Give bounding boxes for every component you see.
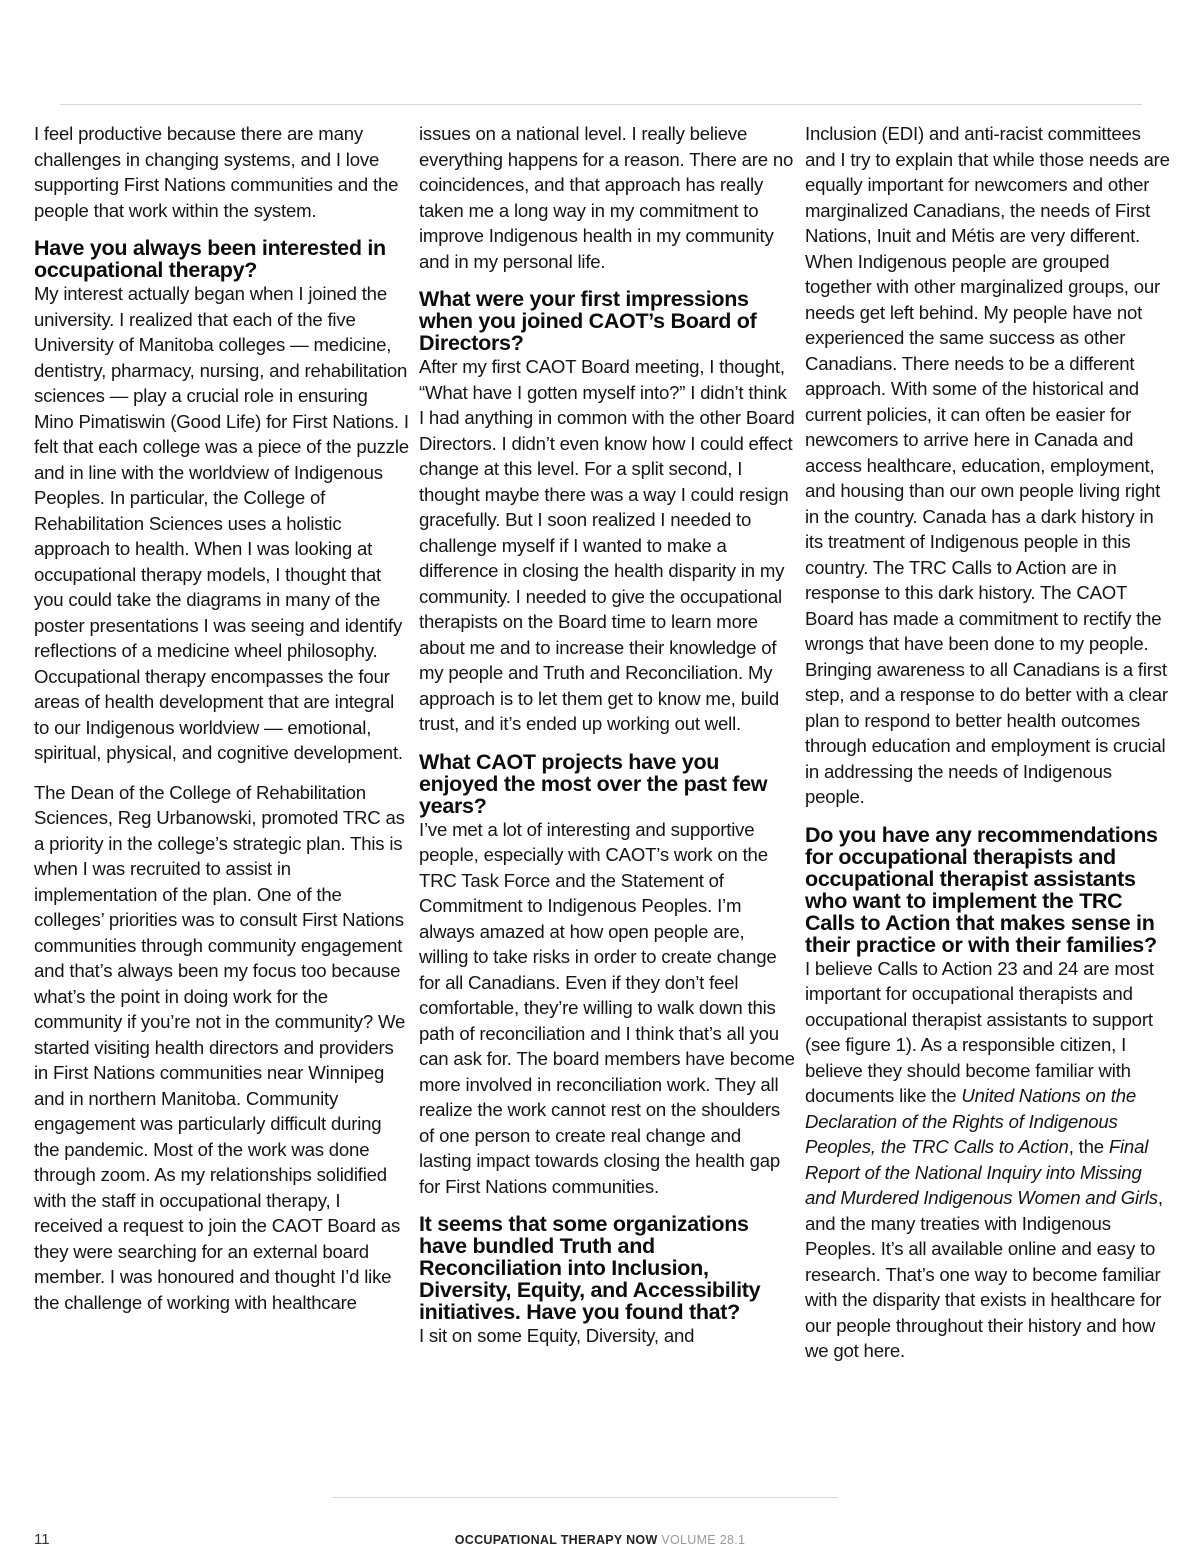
document-title: Final Report of the National Inquiry into Missing and Murdered Indigenous Women and Girls bbox=[805, 1136, 1158, 1208]
interview-question: Have you always been interested in occupational therapy? bbox=[34, 236, 386, 282]
article-column-1 bbox=[34, 121, 410, 1329]
interview-question: What CAOT projects have you enjoyed the most over the past few years? bbox=[419, 749, 768, 818]
running-footer bbox=[0, 1533, 1200, 1547]
paragraph: I sit on some Equity, Diversity, and bbox=[419, 1325, 695, 1346]
page-number: 11 bbox=[34, 1531, 50, 1548]
volume-label: VOLUME 28.1 bbox=[661, 1533, 746, 1547]
paragraph: My interest actually began when I joined the university. I realized that each of the five University of Manitoba colleges — medicine, dentistry, pharmacy, nursing, and rehabilitation sciences — play a crucial role in ensuring Mino Pimatiswin (Good Life) for First Nations. I felt that each college was a piece of the puzzle and in line with the worldview of Indigenous Peoples. In particular, the College of Rehabilitation Sciences uses a holistic approach to health. When I was looking at occupational therapy models, I thought that you could take the diagrams in many of the poster presentations I was seeing and identify reflections of a medicine wheel philosophy. Occupational therapy encompasses the four areas of health development that are integral to our Indigenous worldview — emotional, spiritual, physical, and cognitive development. bbox=[34, 283, 409, 763]
paragraph: I feel productive because there are many challenges in changing systems, and I love supporting First Nations communities and the people that work within the system. bbox=[34, 123, 399, 221]
paragraph: After my first CAOT Board meeting, I thought, “What have I gotten myself into?” I didn’t think I had anything in common with the other Board Directors. I didn’t even know how I could effect change at this level. For a split second, I thought maybe there was a way I could resign gracefully. But I soon realized I needed to challenge myself if I wanted to make a difference in closing the health disparity in my community. I needed to give the occupational therapists on the Board time to learn more about me and to increase their knowledge of my people and Truth and Reconciliation. My approach is to let them get to know me, build trust, and it’s ended up working out well. bbox=[419, 356, 795, 734]
text-run: I believe Calls to Action 23 and 24 are most important for occupational therapists and occupational therapist assistants to support (see figure 1). As a responsible citizen, I believe they should become familiar with documents like the bbox=[805, 957, 1154, 1106]
interview-question: It seems that some organizations have bundled Truth and Reconciliation into Inclusion, Diversity, Equity, and Accessibility initiatives. Have you found that? bbox=[419, 1212, 761, 1324]
publication-name: OCCUPATIONAL THERAPY NOW bbox=[454, 1533, 658, 1547]
interview-question: What were your first impressions when you joined CAOT’s Board of Directors? bbox=[419, 287, 757, 355]
paragraph bbox=[805, 956, 1173, 1364]
paragraph: I’ve met a lot of interesting and supportive people, especially with CAOT’s work on the TRC Task Force and the Statement of Commitment to Indigenous Peoples. I’m always amazed at how open people are, willing to take risks in order to create change for all Canadians. Even if they don’t feel comfortable, they’re willing to walk down this path of reconciliation and I think that’s all you can ask for. The board members have become more involved in reconciliation work. They all realize the work cannot rest on the shoulders of one person to create real change and lasting impact towards closing the health gap for First Nations communities. bbox=[419, 818, 795, 1197]
paragraph: issues on a national level. I really believe everything happens for a reason. There are no coincidences, and that approach has really taken me a long way in my commitment to improve Indigenous health in my community and in my personal life. bbox=[419, 123, 794, 272]
text-run: , the bbox=[1068, 1136, 1109, 1157]
article-column-3 bbox=[805, 121, 1173, 1378]
article-column-2 bbox=[419, 121, 795, 1363]
interview-question: Do you have any recommendations for occupational therapists and occupational therapist assistants who want to implement the TRC Calls to Action that makes sense in their practice or with their families? bbox=[805, 822, 1158, 957]
document-title: United Nations on the Declaration of the Rights of Indigenous Peoples, the TRC Calls to Action bbox=[805, 1085, 1137, 1157]
paragraph: The Dean of the College of Rehabilitation Sciences, Reg Urbanowski, promoted TRC as a priority in the college’s strategic plan. This is when I was recruited to assist in implementation of the plan. One of the colleges’ priorities was to consult First Nations communities through community engagement and that’s always been my focus too because what’s the point in doing work for the community if you’re not in the community? We started visiting health directors and providers in First Nations communities near Winnipeg and in northern Manitoba. Community engagement was particularly difficult during the pandemic. Most of the work was done through zoom. As my relationships solidified with the staff in occupational therapy, I received a request to join the CAOT Board as they were searching for an external board member. I was honoured and thought I’d like the challenge of working with healthcare bbox=[34, 781, 406, 1313]
text-run: , and the many treaties with Indigenous Peoples. It’s all available online and easy to research. That’s one way to become familiar with the disparity that exists in healthcare for our people throughout their history and how we got here. bbox=[805, 1187, 1163, 1361]
paragraph: Inclusion (EDI) and anti-racist committees and I try to explain that while those needs are equally important for newcomers and other marginalized Canadians, the needs of First Nations, Inuit and Métis are very different. When Indigenous people are grouped together with other marginalized groups, our needs get left behind. My people have not experienced the same success as other Canadians. There needs to be a different approach. With some of the historical and current policies, it can often be easier for newcomers to arrive here in Canada and access healthcare, education, employment, and housing than our own people living right in the country. Canada has a dark history in its treatment of Indigenous people in this country. The TRC Calls to Action are in response to this dark history. The CAOT Board has made a commitment to rectify the wrongs that have been done to my people. Bringing awareness to all Canadians is a first step, and a response to do better with a clear plan to respond to better health outcomes through education and employment is crucial in addressing the needs of Indigenous people. bbox=[805, 123, 1170, 807]
footer-divider bbox=[332, 1497, 838, 1498]
header-divider bbox=[60, 104, 1142, 105]
